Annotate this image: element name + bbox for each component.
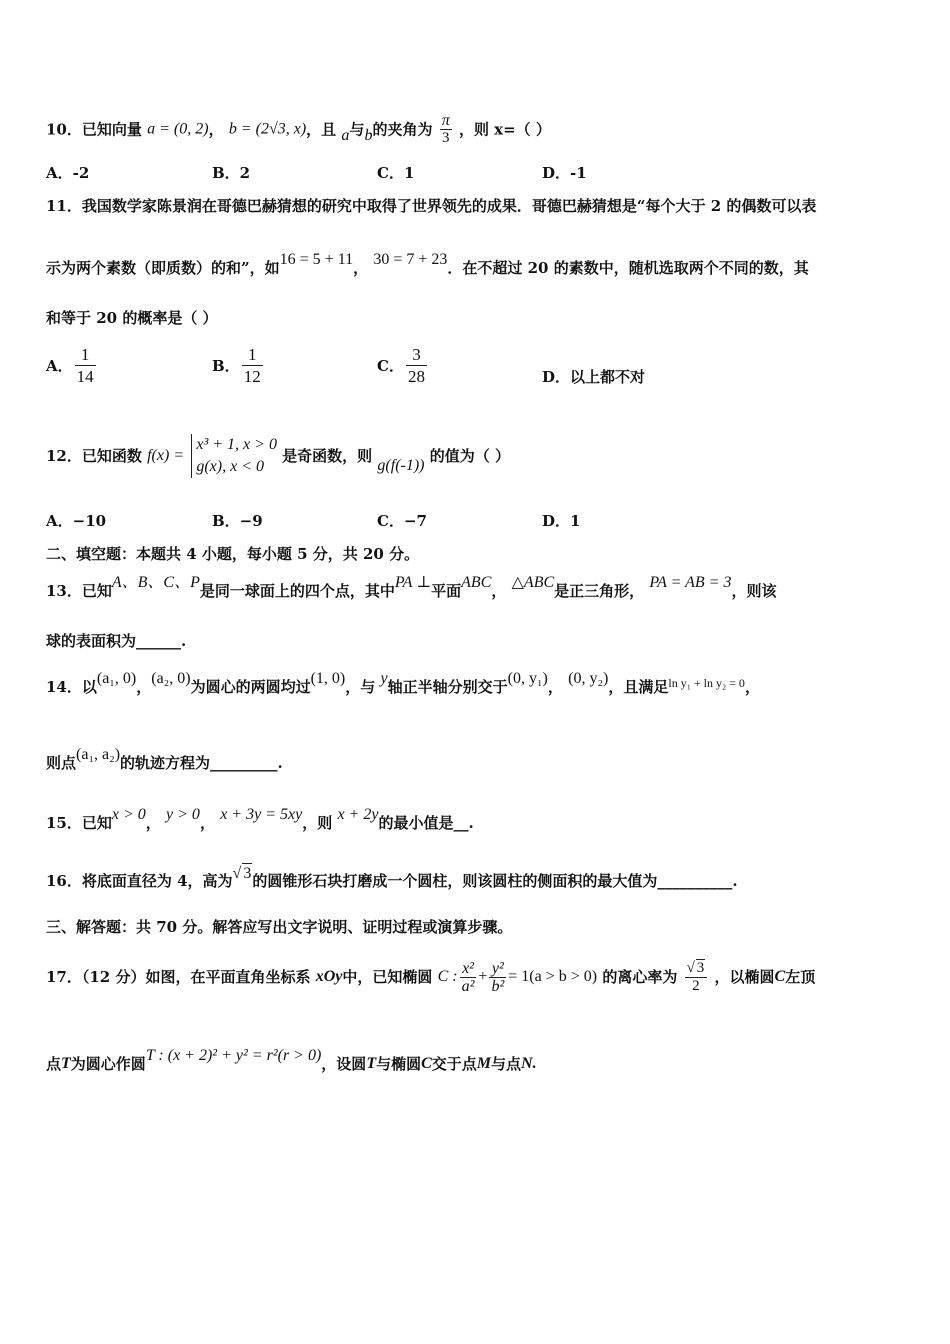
var-y: y <box>380 670 388 687</box>
var-a: a <box>341 126 350 144</box>
fraction-numerator: π <box>441 112 450 129</box>
text: ．在不超过 20 的素数中，随机选取两个不同的数，其 <box>447 259 809 277</box>
question-14-line2 <box>46 746 904 773</box>
text: 是正三角形， <box>554 582 645 600</box>
case-positive: x³ + 1, x > 0 <box>196 436 277 453</box>
q10-option-d: D．-1 <box>542 164 587 182</box>
condition-equation: x + 3y = 5xy <box>220 806 303 823</box>
piecewise-cases <box>191 434 277 478</box>
text: ，且 <box>306 120 337 139</box>
radicand: 3 <box>243 864 252 882</box>
vector-a: a = (0, 2) <box>147 120 209 138</box>
q11-option-d <box>542 366 645 387</box>
text: 的轨迹方程为_________. <box>120 754 283 772</box>
perpendicular: PA ⊥ <box>394 574 432 591</box>
text: 中，已知椭圆 <box>342 968 433 986</box>
fraction-numerator: x² <box>460 960 477 978</box>
vector-b: b = (2√3, x) <box>228 120 307 138</box>
fraction-numerator: y² <box>489 960 506 978</box>
fraction-denominator: 14 <box>76 367 94 386</box>
q12-option-b: B．−9 <box>212 512 263 530</box>
question-13 <box>46 574 904 601</box>
text: 为圆心的两圆均过 <box>190 678 311 696</box>
text: 的圆锥形石块打磨成一个圆柱，则该圆柱的侧面积的最大值为__________. <box>252 872 738 890</box>
q12-option-d: D．1 <box>542 512 581 530</box>
text: 的夹角为 <box>372 120 433 139</box>
equation-16: 16 = 5 + 11 <box>279 251 354 268</box>
option-text: 以上都不对 <box>570 368 646 386</box>
text: 14．以 <box>46 678 97 696</box>
angle-fraction <box>440 112 452 147</box>
text: 示为两个素数（即质数）的和”，如 <box>46 259 280 277</box>
text: ， <box>353 259 369 277</box>
question-11-line2 <box>46 251 904 278</box>
question-17-line2 <box>46 1047 904 1074</box>
option-fraction <box>75 344 96 387</box>
section-solution-heading: 三、解答题：共 70 分。解答应写出文字说明、证明过程或演算步骤。 <box>46 918 513 936</box>
text: 是同一球面上的四个点，其中 <box>199 582 395 600</box>
var-b: b <box>364 126 373 144</box>
q12-option-c: C．−7 <box>377 512 427 530</box>
text: ， <box>199 814 215 832</box>
fraction-numerator: 1 <box>242 344 263 366</box>
question-13-line2: 球的表面积为______. <box>46 632 187 650</box>
fraction-numerator: 3 <box>406 344 427 366</box>
option-label: B． <box>212 357 240 375</box>
text: 轴正半轴分别交于 <box>387 678 508 696</box>
condition-x: x > 0 <box>111 806 146 823</box>
q11-option-c <box>377 344 429 387</box>
point-y1: (0, y₁) <box>507 670 548 687</box>
sqrt-sign: √ <box>232 864 242 882</box>
triangle-abc: △ABC <box>511 574 555 591</box>
point-a1-a2: (a₁, a₂) <box>76 746 121 763</box>
text: 交于点 <box>431 1055 477 1073</box>
text: ，与 <box>345 678 376 696</box>
q11-option-a <box>46 344 98 387</box>
text: 已知向量 <box>81 120 142 139</box>
q10-option-a: A．-2 <box>46 164 90 182</box>
point-1-0: (1, 0) <box>310 670 346 687</box>
text: ， <box>744 678 760 696</box>
text: 是奇函数，则 <box>282 447 373 465</box>
option-fraction <box>242 344 263 387</box>
var-m: M <box>476 1055 492 1072</box>
text: ，以椭圆 <box>714 968 775 986</box>
question-11-line1: 11．我国数学家陈景润在哥德巴赫猜想的研究中取得了世界领先的成果．哥德巴赫猜想是“每个大于 2 的偶数可以表 <box>46 197 817 215</box>
var-n: N. <box>521 1055 537 1072</box>
section-fill-in-heading: 二、填空题：本题共 4 小题，每小题 5 分，共 20 分。 <box>46 545 420 563</box>
fraction-denominator: 28 <box>407 367 425 386</box>
question-11-line3: 和等于 20 的概率是（ ） <box>46 309 218 327</box>
points-abcp: A、B、C、P <box>111 574 200 591</box>
radicand: 3 <box>696 960 705 976</box>
expression-g-f: g(f(-1)) <box>377 457 425 474</box>
question-17 <box>46 956 904 996</box>
log-condition: ln y₁ + ln y₂ = 0 <box>668 676 745 690</box>
text: ，且满足 <box>608 678 669 696</box>
coordinate-system: xOy <box>315 968 343 985</box>
text: 左顶 <box>785 968 816 986</box>
text: 则点 <box>46 754 77 772</box>
text: ， <box>136 678 152 696</box>
question-10 <box>46 112 904 147</box>
text: ，则该 <box>731 582 777 600</box>
var-t: T <box>61 1055 71 1072</box>
q12-option-a: A．−10 <box>46 512 107 530</box>
question-14 <box>46 670 904 697</box>
function-f: f(x) = <box>147 447 185 464</box>
option-fraction <box>406 344 427 387</box>
fraction-numerator: 1 <box>75 344 96 366</box>
text: ，则 <box>302 814 333 832</box>
option-label: C． <box>377 357 404 375</box>
q11-option-b <box>212 344 265 387</box>
fraction-denominator: a² <box>461 977 475 995</box>
ellipse-c: C : <box>437 968 458 985</box>
option-label: D． <box>542 368 571 386</box>
text: 与椭圆 <box>376 1055 422 1073</box>
plus-sign: + <box>478 968 488 985</box>
var-c: C <box>774 968 786 985</box>
text: ， <box>547 678 563 696</box>
text: ， <box>491 582 507 600</box>
question-12 <box>46 430 904 480</box>
equation-pa: PA = AB = 3 <box>649 574 732 591</box>
q10-option-c: C．1 <box>377 164 415 182</box>
sqrt-sign: √ <box>686 960 695 976</box>
text: 12．已知函数 <box>46 447 142 465</box>
text: 与 <box>349 120 365 139</box>
point-a2: (a₂, 0) <box>151 670 191 687</box>
point-a1: (a₁, 0) <box>96 670 137 687</box>
option-label: A． <box>46 357 73 375</box>
sqrt-3 <box>233 865 253 882</box>
ellipse-equation-rhs: = 1(a > b > 0) <box>508 968 598 985</box>
condition-y: y > 0 <box>166 806 200 823</box>
eccentricity-fraction <box>685 959 708 995</box>
var-c: C <box>421 1055 432 1072</box>
question-15 <box>46 806 904 833</box>
fraction-denominator: b² <box>491 977 505 995</box>
text: 的值为（ ） <box>429 447 510 465</box>
expression-x2y: x + 2y <box>337 806 379 823</box>
equation-30: 30 = 7 + 23 <box>373 251 448 268</box>
text: 17．（12 分）如图，在平面直角坐标系 <box>46 968 311 986</box>
text: 为圆心作圆 <box>70 1055 146 1073</box>
text: 与点 <box>491 1055 522 1073</box>
question-16 <box>46 864 904 892</box>
text: ， <box>208 120 224 139</box>
fraction-denominator: 3 <box>441 130 450 146</box>
text: 16．将底面直径为 4，高为 <box>46 872 233 890</box>
text: 平面 <box>431 582 462 600</box>
text: 点 <box>46 1055 62 1073</box>
fraction-numerator <box>685 959 708 978</box>
fraction-y2-b2 <box>489 960 506 995</box>
fraction-denominator: 2 <box>692 978 700 994</box>
circle-equation: T : (x + 2)² + y² = r²(r > 0) <box>145 1047 322 1064</box>
text: 15．已知 <box>46 814 112 832</box>
text: ，设圆 <box>321 1055 367 1073</box>
question-number: 10． <box>46 120 82 139</box>
plane-abc: ABC <box>461 574 492 591</box>
fraction-denominator: 12 <box>243 367 261 386</box>
case-negative: g(x), x < 0 <box>196 458 264 475</box>
text: 的最小值是__. <box>378 814 474 832</box>
text: 13．已知 <box>46 582 112 600</box>
q10-option-b: B．2 <box>212 164 251 182</box>
fraction-x2-a2 <box>460 960 477 995</box>
var-t: T <box>366 1055 377 1072</box>
text: 的离心率为 <box>602 968 678 986</box>
text: ，则 x=（ ） <box>458 120 551 139</box>
text: ， <box>145 814 161 832</box>
point-y2: (0, y₂) <box>568 670 609 687</box>
